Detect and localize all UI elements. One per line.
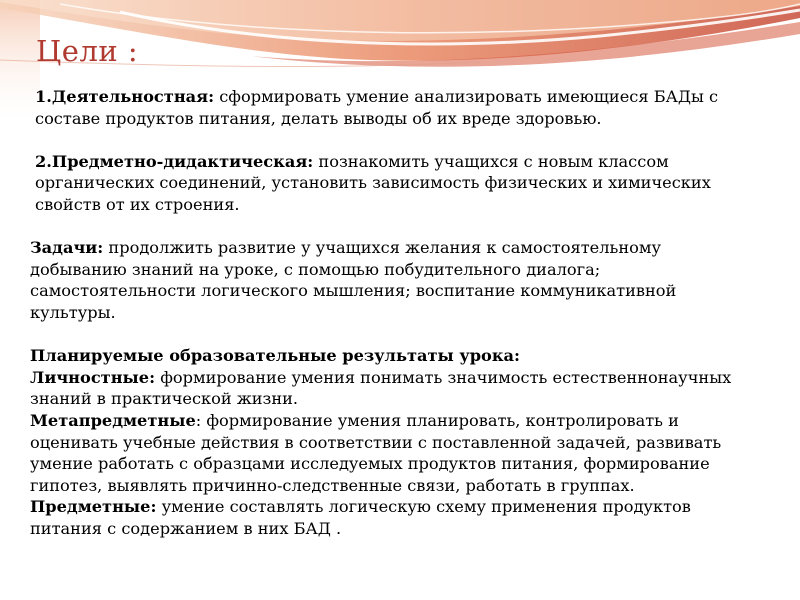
results-subject (30, 496, 740, 539)
tasks (30, 237, 740, 323)
results-personal (30, 367, 740, 410)
results-personal-label: Личностные: (30, 367, 156, 387)
tasks-label: Задачи: (30, 238, 104, 258)
results-metasubject (30, 410, 740, 496)
results-heading: Планируемые образовательные результаты урока: (30, 346, 521, 366)
goal-activity-text: сформировать умение анализировать имеющиеся БАДы с составе продуктов питания, делать выводы об их вреде здоровью. (35, 87, 719, 128)
results-metasubject-text: : формирование умения планировать, контролировать и оценивать учебные действия в соответствии с поставленной задачей, развивать умение работать с образцами исследуемых продуктов питания, формирование гипотез, выявлять причинно-следственные связи, работать в группах. (30, 410, 722, 495)
slide-title: Цели : (36, 34, 139, 68)
goal-didactic-text: познакомить учащихся с новым классом органических соединений, установить зависимость физических и химических свойств от их строения. (35, 151, 711, 214)
goal-didactic-number: 2. (35, 151, 52, 171)
results-personal-text: формирование умения понимать значимость естественнонаучных знаний в практической жизни. (30, 367, 732, 409)
goal-didactic-label: Предметно-дидактическая: (51, 151, 314, 171)
goal-activity (30, 86, 740, 129)
goal-activity-number: 1. (35, 87, 52, 106)
goal-didactic (30, 151, 740, 216)
slide-content (30, 86, 740, 539)
results-subject-text: умение составлять логическую схему применения продуктов питания с содержанием в них БАД . (30, 497, 691, 538)
goal-activity-label: Деятельностная: (51, 87, 215, 106)
results-metasubject-label: Метапредметные (30, 410, 196, 430)
results-subject-label: Предметные: (30, 497, 157, 517)
tasks-text: продолжить развитие у учащихся желания к самостоятельному добыванию знаний на уроке, с помощью побудительного диалога; самостоятельности логического мышления; воспитание коммуникативной культуры. (30, 238, 677, 322)
